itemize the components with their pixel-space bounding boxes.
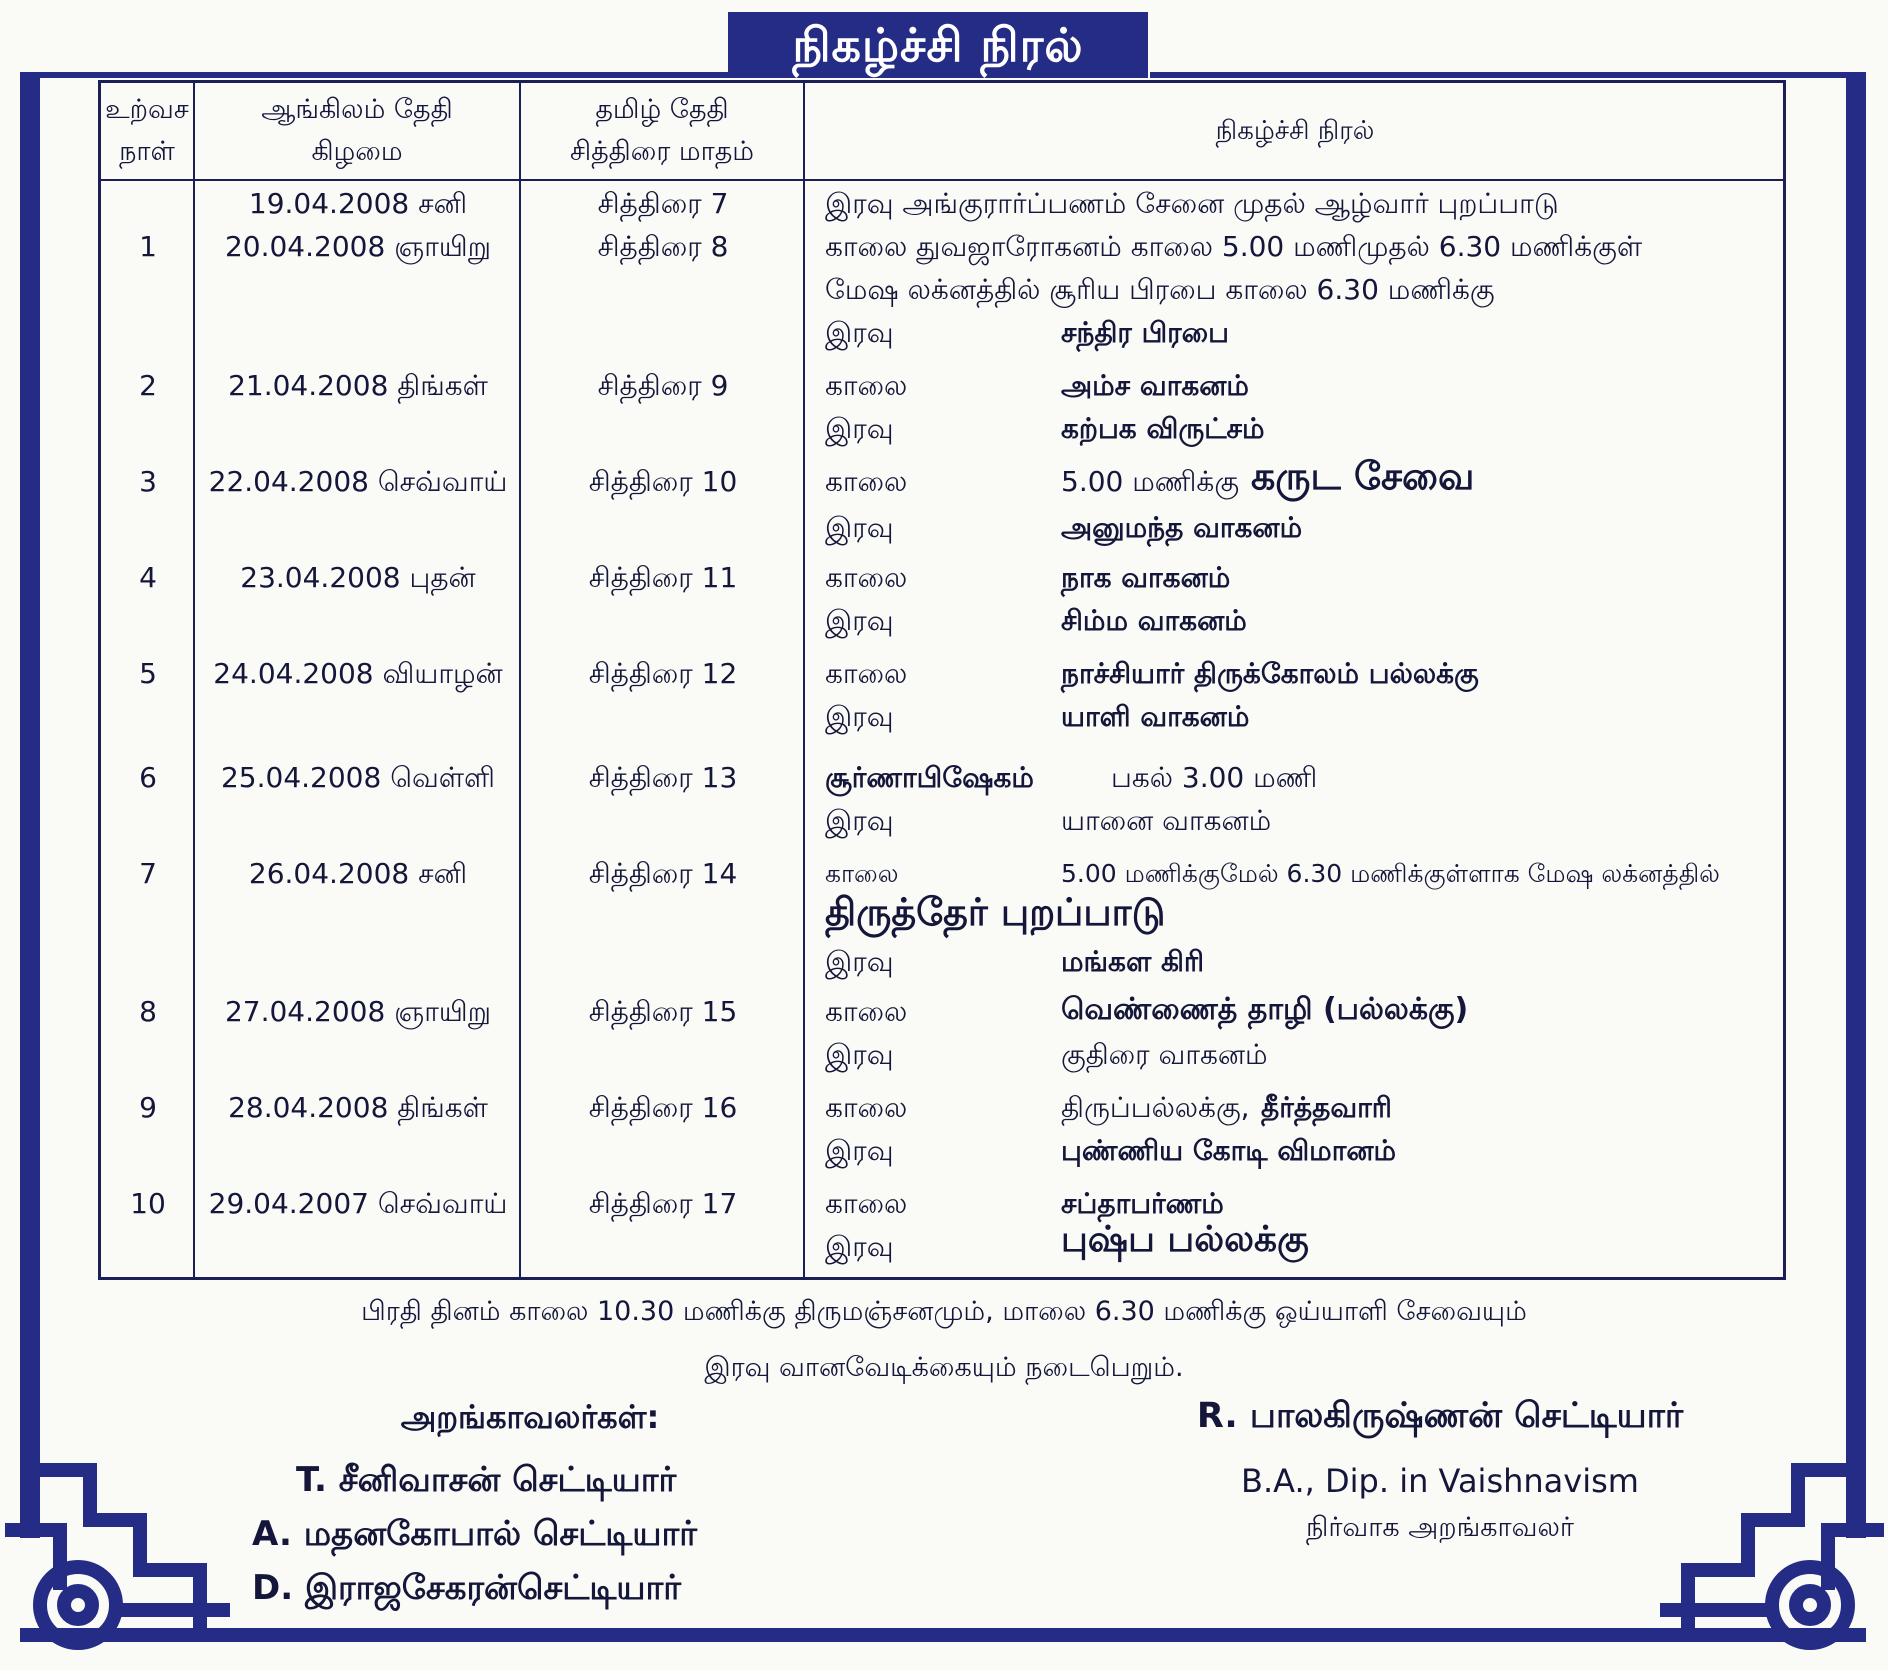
eng-date: 27.04.2008 ஞாயிறு bbox=[224, 995, 492, 1028]
program-event-prefix: திருப்பல்லக்கு, bbox=[1061, 1091, 1250, 1124]
program-event-prefix: 5.00 மணிக்கு bbox=[1061, 465, 1240, 498]
footer-note-line2: இரவு வானவேடிக்கையும் நடைபெறும். bbox=[704, 1352, 1184, 1383]
program-event-highlight: திருத்தேர் புறப்பாடு bbox=[825, 890, 1166, 934]
program-line: காலை துவஜாரோகனம் காலை 5.00 மணிமுதல் 6.30 மணிக்குள் bbox=[825, 230, 1643, 263]
tamil-date: சித்திரை 8 bbox=[597, 230, 729, 263]
eng-date: 19.04.2008 சனி bbox=[248, 187, 468, 220]
border-top-right bbox=[1150, 72, 1866, 78]
border-bottom bbox=[20, 1628, 1866, 1642]
tamil-date: சித்திரை 9 bbox=[597, 369, 729, 402]
program-time: இரவு bbox=[825, 804, 894, 837]
header-tamil-date bbox=[521, 83, 803, 179]
header-day bbox=[101, 83, 193, 179]
program-time: இரவு bbox=[825, 1134, 894, 1167]
program-time: இரவு bbox=[825, 511, 894, 544]
program-time: இரவு bbox=[825, 945, 894, 978]
header-english-date-line2: கிழமை bbox=[311, 136, 403, 167]
eng-date: 25.04.2008 வெள்ளி bbox=[220, 761, 496, 794]
page-title: நிகழ்ச்சி நிரல் bbox=[728, 12, 1148, 78]
program-time: காலை bbox=[825, 561, 908, 594]
program-event: யானை வாகனம் bbox=[1061, 804, 1272, 837]
day-number: 6 bbox=[139, 761, 157, 794]
border-top-left bbox=[20, 72, 732, 78]
program-event: புண்ணிய கோடி விமானம் bbox=[1061, 1134, 1397, 1167]
tamil-date: சித்திரை 11 bbox=[588, 561, 738, 594]
program-event: சூர்ணாபிஷேகம் bbox=[825, 761, 1034, 794]
day-number: 3 bbox=[139, 465, 157, 498]
trustee-name: T. சீனிவாசன் செட்டியார் bbox=[296, 1460, 677, 1500]
header-day-line2: நாள் bbox=[119, 136, 175, 167]
eng-date: 21.04.2008 திங்கள் bbox=[228, 369, 488, 402]
program-event: கற்பக விருட்சம் bbox=[1061, 412, 1265, 445]
program-time: இரவு bbox=[825, 604, 894, 637]
header-program-label: நிகழ்ச்சி நிரல் bbox=[1215, 116, 1375, 146]
program-time: காலை bbox=[825, 369, 908, 402]
program-event: சந்திர பிரபை bbox=[1061, 316, 1229, 349]
admin-role: நிர்வாக அறங்காவலர் bbox=[1305, 1512, 1575, 1543]
program-event: யாளி வாகனம் bbox=[1061, 700, 1250, 733]
tamil-date: சித்திரை 12 bbox=[588, 657, 738, 690]
eng-date: 28.04.2008 திங்கள் bbox=[228, 1091, 488, 1124]
tamil-date: சித்திரை 15 bbox=[588, 995, 738, 1028]
program-time: காலை bbox=[825, 657, 908, 690]
day-number: 5 bbox=[139, 657, 157, 690]
program-event: அம்ச வாகனம் bbox=[1061, 369, 1249, 402]
schedule-table bbox=[98, 80, 1786, 1280]
program-time: இரவு bbox=[825, 316, 894, 349]
eng-date: 23.04.2008 புதன் bbox=[240, 561, 476, 594]
footer-note-line1: பிரதி தினம் காலை 10.30 மணிக்கு திருமஞ்சனமும், மாலை 6.30 மணிக்கு ஒய்யாளி சேவையும் bbox=[361, 1296, 1527, 1327]
program-time: காலை bbox=[825, 1187, 908, 1220]
program-event: தீர்த்தவாரி bbox=[1261, 1091, 1392, 1124]
day-number: 2 bbox=[139, 369, 157, 402]
program-time: இரவு bbox=[825, 700, 894, 733]
program-event-highlight: புஷ்ப பல்லக்கு bbox=[1061, 1219, 1309, 1260]
day-number: 10 bbox=[130, 1187, 166, 1220]
header-divider bbox=[101, 179, 1783, 181]
program-time: காலை bbox=[825, 859, 899, 888]
program-event-detail: பகல் 3.00 மணி bbox=[1111, 761, 1318, 794]
day-number: 8 bbox=[139, 995, 157, 1028]
tamil-date: சித்திரை 16 bbox=[588, 1091, 738, 1124]
day-number: 1 bbox=[139, 230, 157, 263]
trustee-name: D. இராஜசேகரன்செட்டியார் bbox=[252, 1568, 682, 1608]
program-event: சிம்ம வாகனம் bbox=[1061, 604, 1247, 637]
day-number: 7 bbox=[139, 857, 157, 890]
program-time: இரவு bbox=[825, 1230, 894, 1263]
eng-date: 20.04.2008 ஞாயிறு bbox=[224, 230, 492, 263]
program-event: நாச்சியார் திருக்கோலம் பல்லக்கு bbox=[1061, 657, 1479, 690]
day-number: 4 bbox=[139, 561, 157, 594]
tamil-date: சித்திரை 10 bbox=[588, 465, 738, 498]
program-line: இரவு அங்குரார்ப்பணம் சேனை முதல் ஆழ்வார் புறப்பாடு bbox=[825, 187, 1559, 220]
header-english-date bbox=[195, 83, 519, 179]
tamil-date: சித்திரை 7 bbox=[597, 187, 729, 220]
program-event: வெண்ணைத் தாழி (பல்லக்கு) bbox=[1061, 992, 1469, 1027]
eng-date: 29.04.2007 செவ்வாய் bbox=[208, 1187, 508, 1220]
program-time: காலை bbox=[825, 995, 908, 1028]
program-time: காலை bbox=[825, 465, 908, 498]
program-event-highlight: கருட சேவை bbox=[1251, 454, 1475, 498]
tamil-date: சித்திரை 14 bbox=[588, 857, 738, 890]
eng-date: 26.04.2008 சனி bbox=[248, 857, 468, 890]
program-event: நாக வாகனம் bbox=[1061, 561, 1231, 594]
header-day-line1: உற்வச bbox=[105, 94, 189, 125]
program-time: இரவு bbox=[825, 1038, 894, 1071]
program-event: அனுமந்த வாகனம் bbox=[1061, 511, 1303, 544]
trustee-name: A. மதனகோபால் செட்டியார் bbox=[252, 1514, 698, 1554]
day-number: 9 bbox=[139, 1091, 157, 1124]
program-event-detail: 5.00 மணிக்குமேல் 6.30 மணிக்குள்ளாக மேஷ லக்னத்தில் bbox=[1061, 859, 1720, 888]
header-english-date-line1: ஆங்கிலம் தேதி bbox=[261, 94, 453, 125]
tamil-date: சித்திரை 17 bbox=[588, 1187, 738, 1220]
program-event: குதிரை வாகனம் bbox=[1061, 1038, 1268, 1071]
tamil-date: சித்திரை 13 bbox=[588, 761, 738, 794]
header-tamil-date-line2: சித்திரை மாதம் bbox=[569, 136, 755, 167]
program-time: காலை bbox=[825, 1091, 908, 1124]
program-event: சப்தாபர்ணம் bbox=[1061, 1187, 1224, 1220]
header-tamil-date-line1: தமிழ் தேதி bbox=[595, 94, 729, 125]
corner-ornament-left-icon bbox=[0, 1410, 230, 1650]
header-program bbox=[805, 83, 1785, 179]
eng-date: 24.04.2008 வியாழன் bbox=[213, 657, 503, 690]
program-time: இரவு bbox=[825, 412, 894, 445]
admin-qualification: B.A., Dip. in Vaishnavism bbox=[1241, 1462, 1639, 1500]
program-line: மேஷ லக்னத்தில் சூரிய பிரபை காலை 6.30 மணிக்கு bbox=[825, 273, 1495, 306]
eng-date: 22.04.2008 செவ்வாய் bbox=[208, 465, 508, 498]
trustees-heading: அறங்காவலர்கள்: bbox=[400, 1398, 660, 1436]
program-event: மங்கள கிரி bbox=[1061, 945, 1205, 978]
admin-trustee-name: R. பாலகிருஷ்ணன் செட்டியார் bbox=[1196, 1396, 1684, 1436]
